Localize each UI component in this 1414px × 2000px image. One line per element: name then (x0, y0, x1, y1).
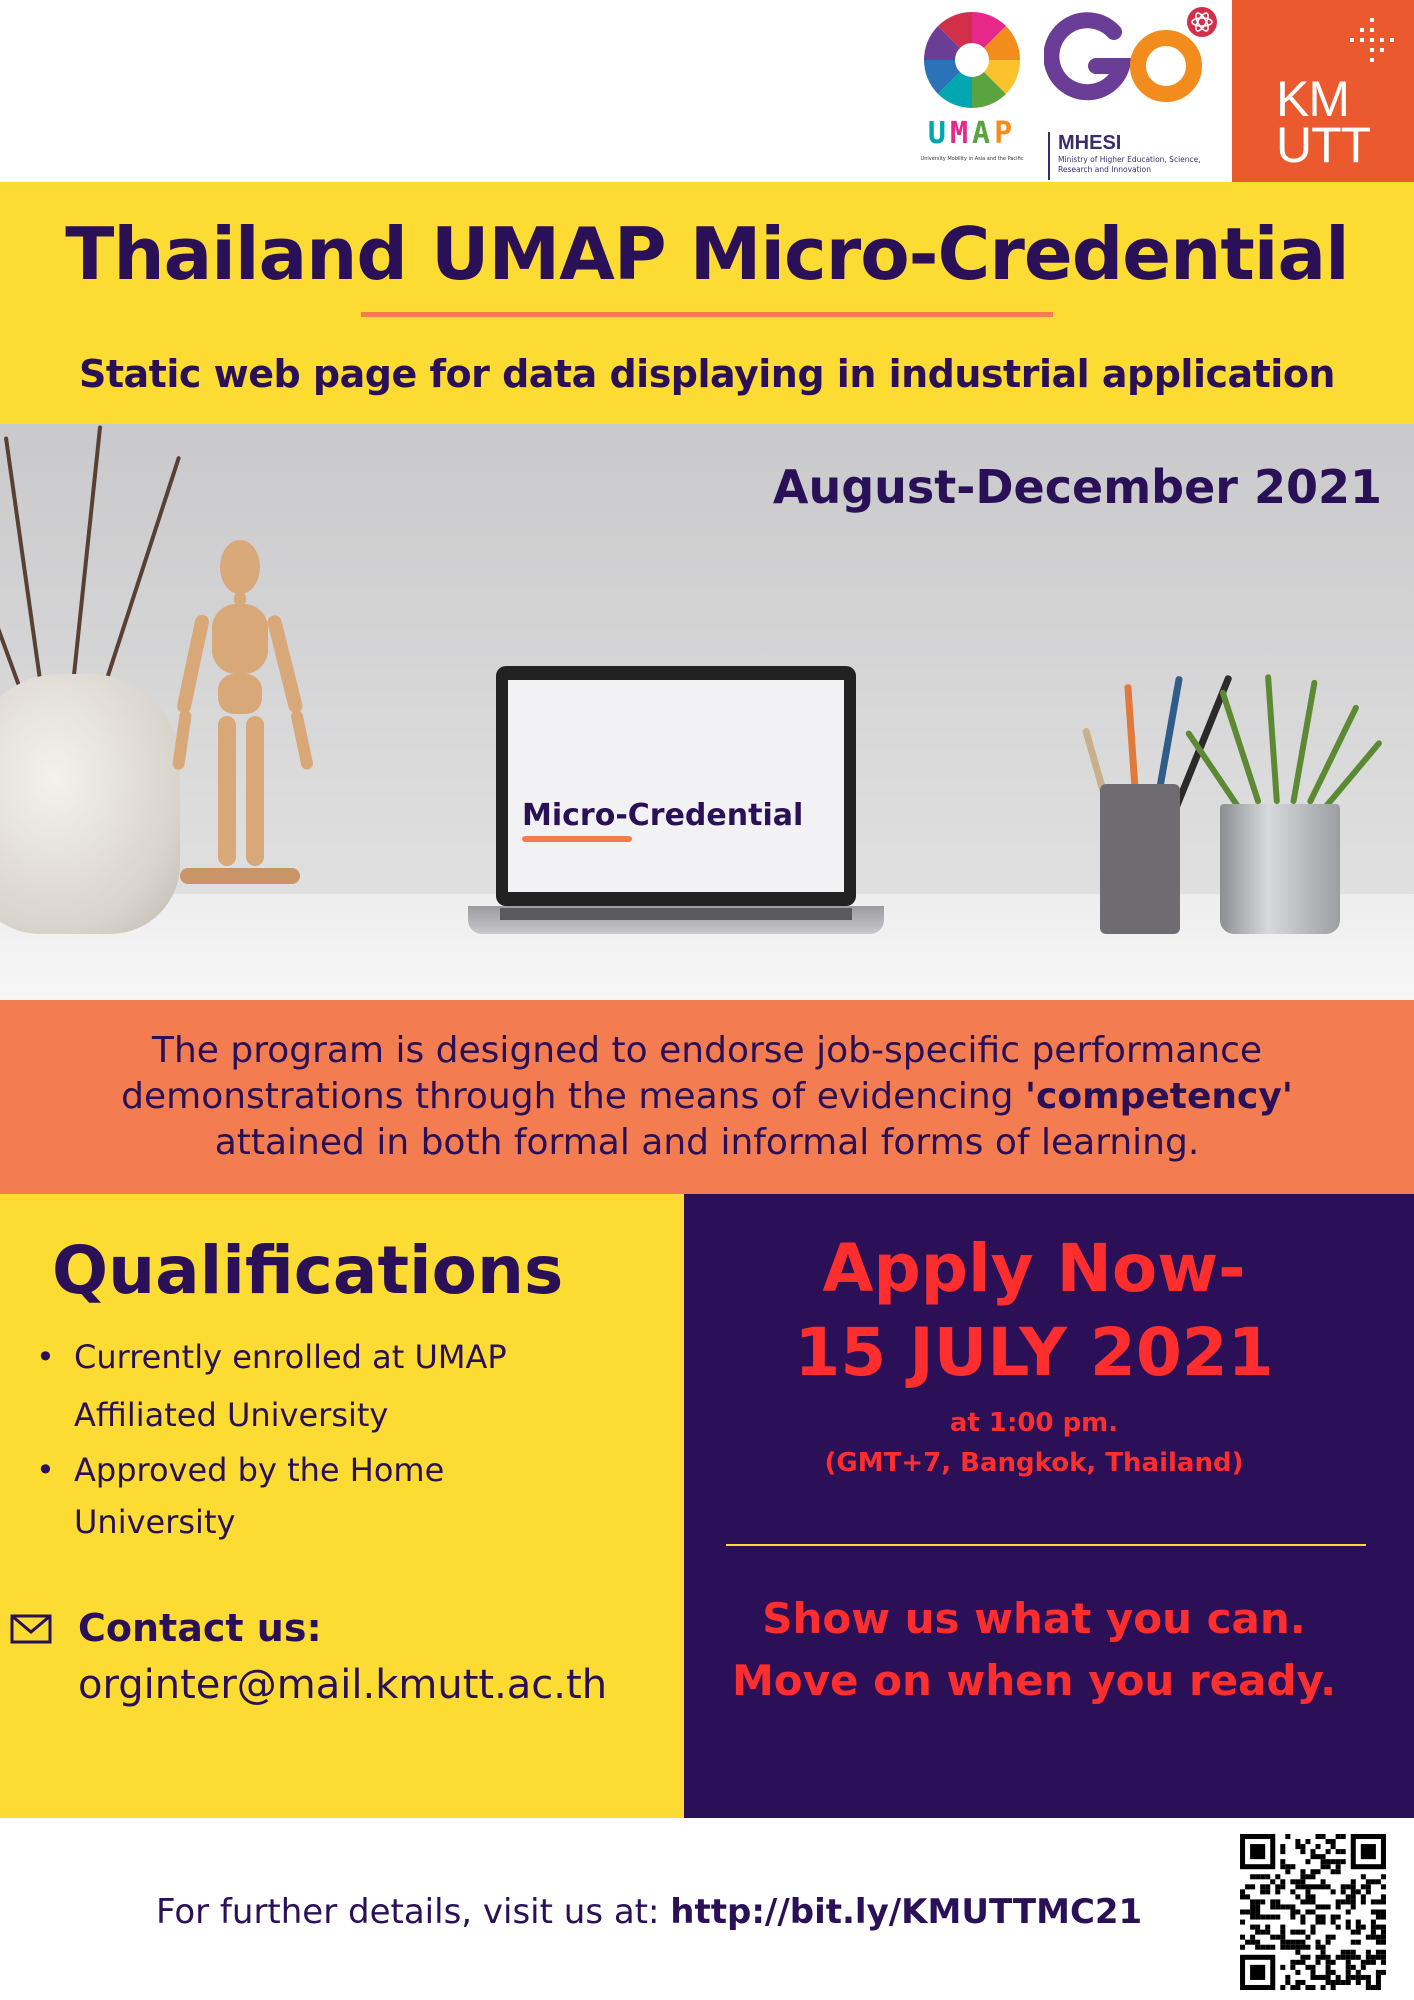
logo-bar (0, 0, 1414, 182)
list-item: • Approved by the Home University (36, 1444, 656, 1548)
qualifications-panel (0, 1194, 684, 1818)
mhesi-logo (1044, 4, 1230, 182)
metal-pot (1220, 804, 1340, 934)
page-title: Thailand UMAP Micro-Credential (65, 212, 1349, 296)
umap-logo (906, 6, 1038, 178)
mhesi-subtitle: Ministry of Higher Education, Science, Research and Innovation (1058, 155, 1201, 174)
footer (0, 1818, 1414, 2000)
kmutt-wordmark: KM UTT (1276, 71, 1371, 173)
kmutt-logo (1232, 0, 1414, 182)
apply-now-heading: Apply Now- (822, 1230, 1246, 1307)
footer-text: For further details, visit us at: http://bit.ly/KMUTTMC21 (156, 1892, 1143, 1932)
list-item: • Currently enrolled at UMAP Affiliated University (36, 1328, 656, 1444)
competency-emphasis: 'competency' (1024, 1076, 1293, 1117)
qualifications-title: Qualifications (52, 1232, 564, 1309)
laptop-label: Micro-Credential (522, 798, 804, 833)
branch (0, 477, 24, 694)
qr-code-icon[interactable] (1240, 1834, 1386, 1990)
apply-panel (684, 1194, 1414, 1818)
plant-leaf (1321, 739, 1383, 812)
description-band (0, 1000, 1414, 1194)
contact-email-link[interactable]: orginter@mail.kmutt.ac.th (78, 1662, 608, 1708)
title-underline (361, 312, 1053, 317)
laptop-keyboard (500, 908, 852, 920)
slogan-line-1: Show us what you can. (762, 1594, 1306, 1643)
mhesi-wordmark: MHESI (1048, 132, 1121, 180)
details-url-link[interactable]: http://bit.ly/KMUTTMC21 (670, 1892, 1143, 1932)
apply-time: at 1:00 pm. (949, 1408, 1119, 1438)
laptop-label-underline (522, 836, 632, 842)
plant-leaf (1306, 704, 1360, 805)
umap-wordmark: UMAP (927, 116, 1017, 151)
wooden-mannequin (150, 540, 340, 900)
plant-leaf (1265, 674, 1280, 804)
slogan-line-2: Move on when you ready. (731, 1656, 1337, 1705)
qualifications-list (36, 1328, 656, 1548)
hero-photo (0, 424, 1414, 1000)
title-band (0, 182, 1414, 424)
laptop-display (508, 680, 844, 892)
umap-tagline: University Mobility in Asia and the Pacific (920, 156, 1024, 162)
kmutt-logo-icon (1232, 0, 1414, 80)
contact-label: Contact us: (78, 1606, 322, 1650)
pen-cup (1100, 784, 1180, 934)
mhesi-logo-icon (1044, 4, 1230, 124)
apply-deadline: 15 JULY 2021 (794, 1314, 1274, 1391)
page-subtitle: Static web page for data displaying in industrial application (79, 352, 1335, 396)
envelope-icon (10, 1614, 52, 1644)
branch (70, 425, 102, 694)
divider (726, 1544, 1366, 1546)
program-description: The program is designed to endorse job-specific performance demonstrations through the means of evidencing 'competency' attained in both formal and informal forms of learning. (121, 1030, 1293, 1163)
laptop (496, 666, 856, 906)
date-range: August-December 2021 (772, 460, 1382, 514)
apply-timezone: (GMT+7, Bangkok, Thailand) (824, 1448, 1244, 1478)
umap-logo-icon (906, 6, 1038, 116)
